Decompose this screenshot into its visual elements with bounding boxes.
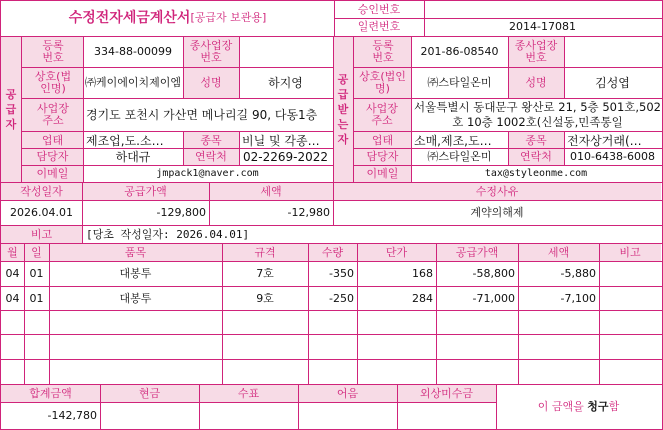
row1-qty: -350 [329, 267, 354, 280]
approval-number [424, 1, 661, 18]
grid-line-v [83, 36, 84, 182]
row2-qty: -250 [329, 291, 354, 305]
check-amount [199, 403, 298, 428]
supplier-reg-number: 334-88-00099 [94, 45, 172, 58]
col-header-remark: 비고 [619, 245, 641, 259]
approval-label: 승인번호 [357, 2, 401, 16]
grid-line-v [508, 131, 509, 165]
col-header-month: 월 [7, 245, 18, 259]
grid-line-h [21, 98, 333, 99]
grid-line-v [564, 36, 565, 67]
row2-item: 대봉투 [119, 291, 152, 305]
buyer-addr-label: 사업장주소 [366, 102, 398, 127]
row1-supply: -58,800 [472, 267, 515, 280]
grid-line-v [183, 131, 184, 165]
note-label: 어음 [336, 386, 359, 400]
supplier-company-name: ㈜케이에이치제이엠 [84, 76, 181, 89]
grid-line-h [0, 182, 663, 183]
col-header-tax: 세액 [547, 245, 570, 259]
serial-number: 2014-17081 [509, 20, 576, 33]
row2-month: 04 [5, 291, 20, 305]
grid-line-v [508, 36, 509, 67]
grid-line-v [333, 36, 334, 225]
buyer-reg-label: 등록번호 [372, 39, 394, 64]
row2-supply: -71,000 [472, 291, 515, 305]
supplier-biz-label: 업태 [41, 133, 64, 147]
grid-line-v [0, 0, 1, 430]
buyer-item-label: 종목 [525, 133, 547, 147]
remark-text: [당초 작성일자: 2026.04.01] [86, 227, 250, 241]
grid-line-h [0, 225, 663, 226]
supplier-side-label: 공 급 자 [5, 88, 17, 131]
grid-line-v [199, 384, 200, 429]
buyer-phone-label: 연락처 [520, 150, 552, 163]
col-header-supply: 공급가액 [455, 245, 499, 259]
grid-line-h [0, 0, 663, 1]
grid-line-h [21, 131, 333, 132]
date-label: 작성일자 [20, 184, 63, 198]
grid-line-h [21, 67, 333, 68]
supplier-sub-label: 종사업장번호 [189, 39, 233, 64]
row1-tax: -5,880 [560, 267, 596, 280]
buyer-biz-label: 업태 [371, 133, 394, 147]
grid-line-h [353, 165, 663, 166]
supplier-email-label: 이메일 [36, 167, 69, 180]
cash-label: 현금 [138, 386, 161, 400]
grid-line-v [239, 131, 240, 165]
col-header-price: 단가 [385, 245, 408, 259]
buyer-address: 서울특별시 동대문구 왕산로 21, 5층 501호,502호 10층 1002호(신설동,민족통일 [414, 100, 661, 129]
grand-total-label: 합계금액 [29, 386, 72, 400]
grid-line-h [21, 148, 333, 149]
buyer-company-name: ㈜스타일온미 [427, 76, 492, 89]
supplier-email: jmpack1@naver.com [156, 168, 259, 179]
grand-total: -142,780 [47, 408, 97, 422]
grid-line-v [496, 384, 497, 429]
grid-line-v [183, 67, 184, 98]
buyer-name-label: 상호(법인명) [359, 70, 406, 95]
grid-line-v [508, 67, 509, 98]
row1-price: 168 [412, 267, 433, 280]
title-copy-type: [공급자 보관용] [190, 11, 267, 24]
row1-month: 04 [5, 267, 20, 280]
col-header-spec: 규격 [254, 245, 276, 259]
grid-line-v [436, 243, 437, 384]
grid-line-h [353, 98, 663, 99]
tax-total: -12,980 [287, 206, 330, 219]
grid-line-v [424, 0, 425, 36]
grid-line-v [518, 243, 519, 384]
grid-line-h [0, 310, 663, 311]
supply-total: -129,800 [156, 206, 206, 219]
supplier-ceo-label: 성명 [200, 76, 222, 89]
grid-line-v [564, 131, 565, 165]
grid-line-v [334, 0, 335, 36]
tax-total-label: 세액 [260, 184, 282, 198]
supplier-item-type: 비닐 및 각종… [242, 133, 320, 148]
grid-line-v [100, 384, 101, 429]
credit-amount [397, 403, 496, 428]
supplier-item-label: 종목 [200, 133, 222, 147]
supplier-reg-label: 등록번호 [42, 39, 64, 64]
row1-day: 01 [29, 267, 44, 280]
col-header-item: 품목 [124, 245, 147, 259]
buyer-manager: ㈜스타일온미 [427, 150, 492, 163]
grid-line-v [183, 36, 184, 67]
row1-remark [599, 262, 661, 286]
grid-line-h [0, 402, 496, 403]
grid-line-h [0, 243, 663, 244]
supplier-name-label: 상호(법인명) [34, 70, 72, 95]
row2-spec: 9호 [256, 291, 274, 305]
issue-date: 2026.04.01 [10, 206, 73, 219]
amend-reason: 계약의해제 [470, 206, 524, 219]
check-label: 수표 [237, 386, 260, 400]
row1-item: 대봉투 [119, 267, 152, 280]
supplier-sub-number [239, 37, 332, 67]
reason-label: 수정사유 [475, 184, 519, 198]
row2-day: 01 [29, 291, 44, 305]
row2-price: 284 [412, 291, 433, 305]
row2-tax: -7,100 [560, 291, 596, 305]
grid-line-v [308, 243, 309, 384]
grid-line-h [0, 261, 663, 262]
remark-label: 비고 [30, 227, 53, 241]
cash-amount [100, 403, 199, 428]
supplier-ceo-name: 하지영 [268, 76, 303, 90]
buyer-ceo-label: 성명 [525, 76, 547, 89]
credit-label: 외상미수금 [419, 386, 474, 400]
buyer-phone: 010-6438-6008 [570, 150, 655, 163]
buyer-item-type: 전자상거래(… [567, 133, 642, 148]
grid-line-h [0, 334, 663, 335]
buyer-biz-type: 소매,제조,도… [414, 133, 492, 148]
buyer-email: tax@styleonme.com [484, 168, 588, 179]
grid-line-h [0, 286, 663, 287]
buyer-manager-label: 담당자 [366, 150, 399, 163]
supply-total-label: 공급가액 [124, 184, 167, 198]
grid-line-v [209, 182, 210, 225]
supplier-phone: 02-2269-2022 [242, 150, 328, 164]
grid-line-v [239, 36, 240, 67]
grid-line-v [49, 243, 50, 384]
grid-line-h [0, 359, 663, 360]
buyer-sub-label: 종사업장번호 [514, 39, 558, 64]
row2-remark [599, 287, 661, 310]
serial-label: 일련번호 [357, 20, 401, 33]
grid-line-v [397, 384, 398, 429]
buyer-email-label: 이메일 [366, 167, 399, 180]
supplier-manager: 하대규 [115, 150, 151, 164]
grid-line-v [24, 243, 25, 384]
grid-line-v [564, 67, 565, 98]
grid-line-h [334, 18, 663, 19]
row1-spec: 7호 [256, 267, 274, 280]
supplier-manager-label: 담당자 [36, 150, 69, 163]
grid-line-v [353, 36, 354, 182]
supplier-biz-type: 제조업,도.소… [86, 133, 164, 148]
supplier-phone-label: 연락처 [195, 150, 227, 163]
grid-line-v [222, 243, 223, 384]
invoice-title [1, 1, 334, 35]
grid-line-v [357, 243, 358, 384]
grid-line-v [239, 67, 240, 98]
grid-line-v [411, 36, 412, 182]
grid-line-v [21, 36, 22, 182]
buyer-reg-number: 201-86-08540 [420, 45, 499, 58]
supplier-addr-label: 사업장주소 [37, 102, 69, 127]
col-header-day: 일 [31, 245, 42, 259]
buyer-sub-number [564, 37, 661, 67]
note-amount [298, 403, 397, 428]
buyer-side-label: 공 급 받 는 자 [337, 73, 349, 146]
buyer-ceo-name: 김성엽 [595, 76, 630, 90]
grid-line-v [599, 243, 600, 384]
grid-line-h [21, 165, 333, 166]
supplier-address: 경기도 포천시 가산면 메나리길 90, 다동1층 [86, 107, 318, 122]
grid-line-v [298, 384, 299, 429]
col-header-qty: 수량 [321, 245, 344, 259]
grid-line-v [82, 182, 83, 243]
title-main: 수정전자세금계산서 [68, 10, 191, 26]
grid-line-h [0, 200, 663, 201]
claim-statement: 이 금액을 청구 함 [537, 399, 620, 413]
